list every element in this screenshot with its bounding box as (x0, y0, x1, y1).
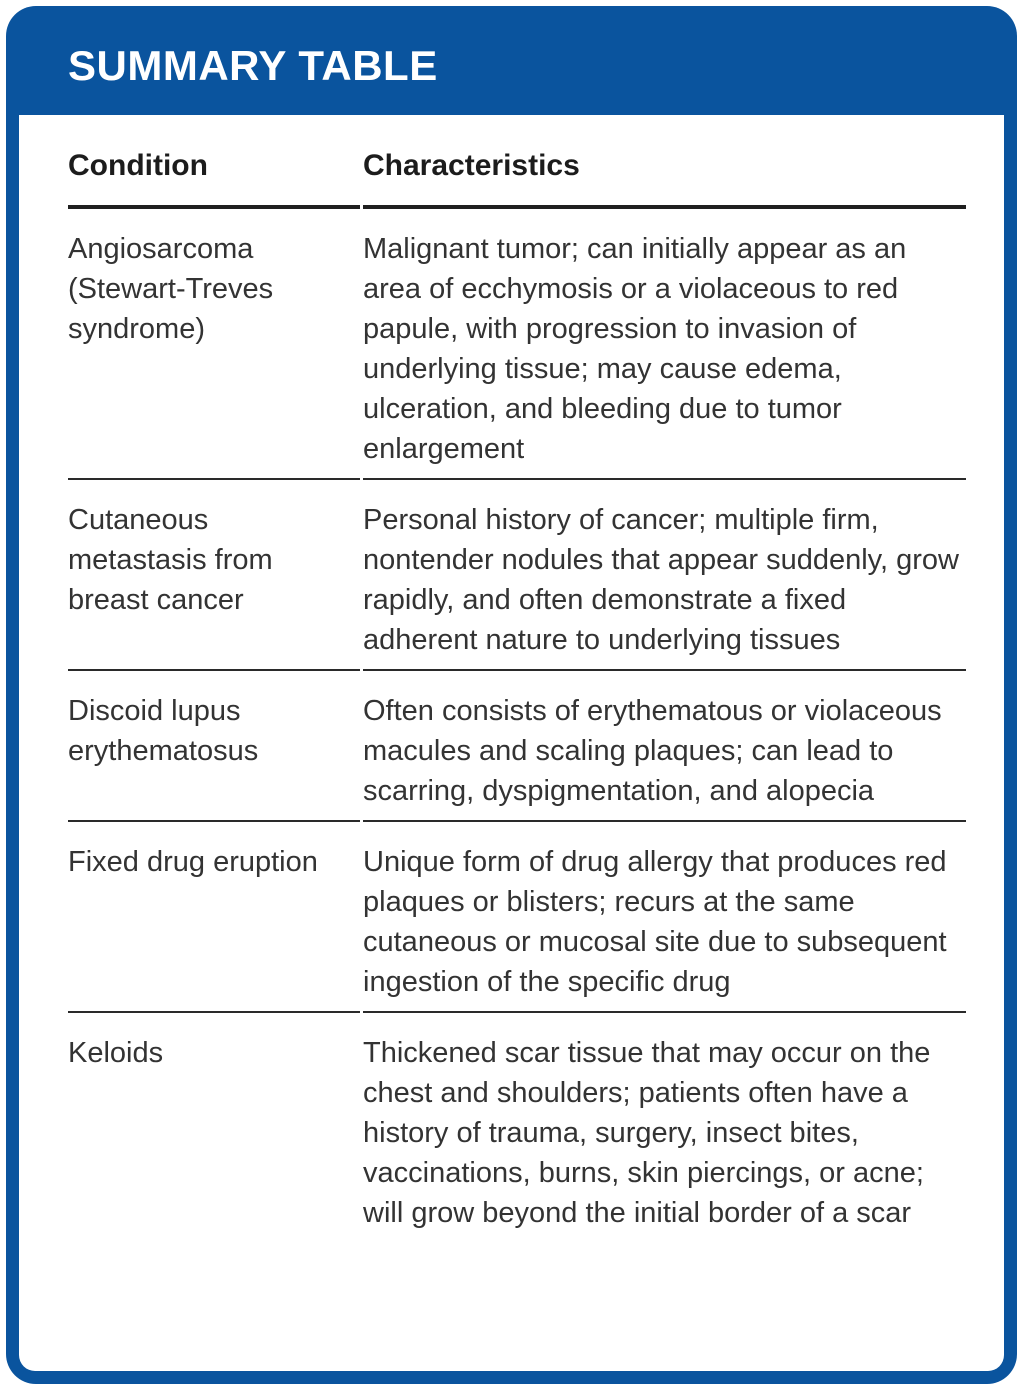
table-row-condition: Angiosarcoma (Stewart-Treves syndrome) (68, 209, 360, 480)
table-row-characteristics: Thickened scar tissue that may occur on the chest and shoulders; patients often have a history of trauma, surgery, insect bites, vaccinations, burns, skin piercings, or acne; will grow beyond the initial border of a scar (363, 1037, 931, 1229)
table-row-characteristics: Often consists of erythematous or violaceous macules and scaling plaques; can lead to scarring, dyspigmentation, and alopecia (363, 671, 966, 822)
table-row-characteristics: Personal history of cancer; multiple firm, nontender nodules that appear suddenly, grow rapidly, and often demonstrate a fixed adherent nature to underlying tissues (363, 480, 966, 671)
table-row-condition: Cutaneous metastasis from breast cancer (68, 480, 360, 671)
column-header-characteristics: Characteristics (363, 148, 966, 209)
summary-table (19, 115, 1004, 1242)
card-title: SUMMARY TABLE (68, 41, 438, 89)
summary-table-card (6, 6, 1017, 1384)
table-row-condition: Discoid lupus erythematosus (68, 671, 360, 822)
column-header-condition: Condition (68, 148, 360, 209)
table-row-condition: Keloids (68, 1037, 164, 1069)
table-row-condition: Fixed drug eruption (68, 822, 360, 1013)
table-row-characteristics: Malignant tumor; can initially appear as an area of ecchymosis or a violaceous to red papule, with progression to invasion of underlying tissue; may cause edema, ulceration, and bleeding due to tumor enlargement (363, 209, 966, 480)
card-body (19, 115, 1004, 1371)
card-header (19, 6, 1004, 115)
table-row-characteristics: Unique form of drug allergy that produces red plaques or blisters; recurs at the same cutaneous or mucosal site due to subsequent ingestion of the specific drug (363, 822, 966, 1013)
